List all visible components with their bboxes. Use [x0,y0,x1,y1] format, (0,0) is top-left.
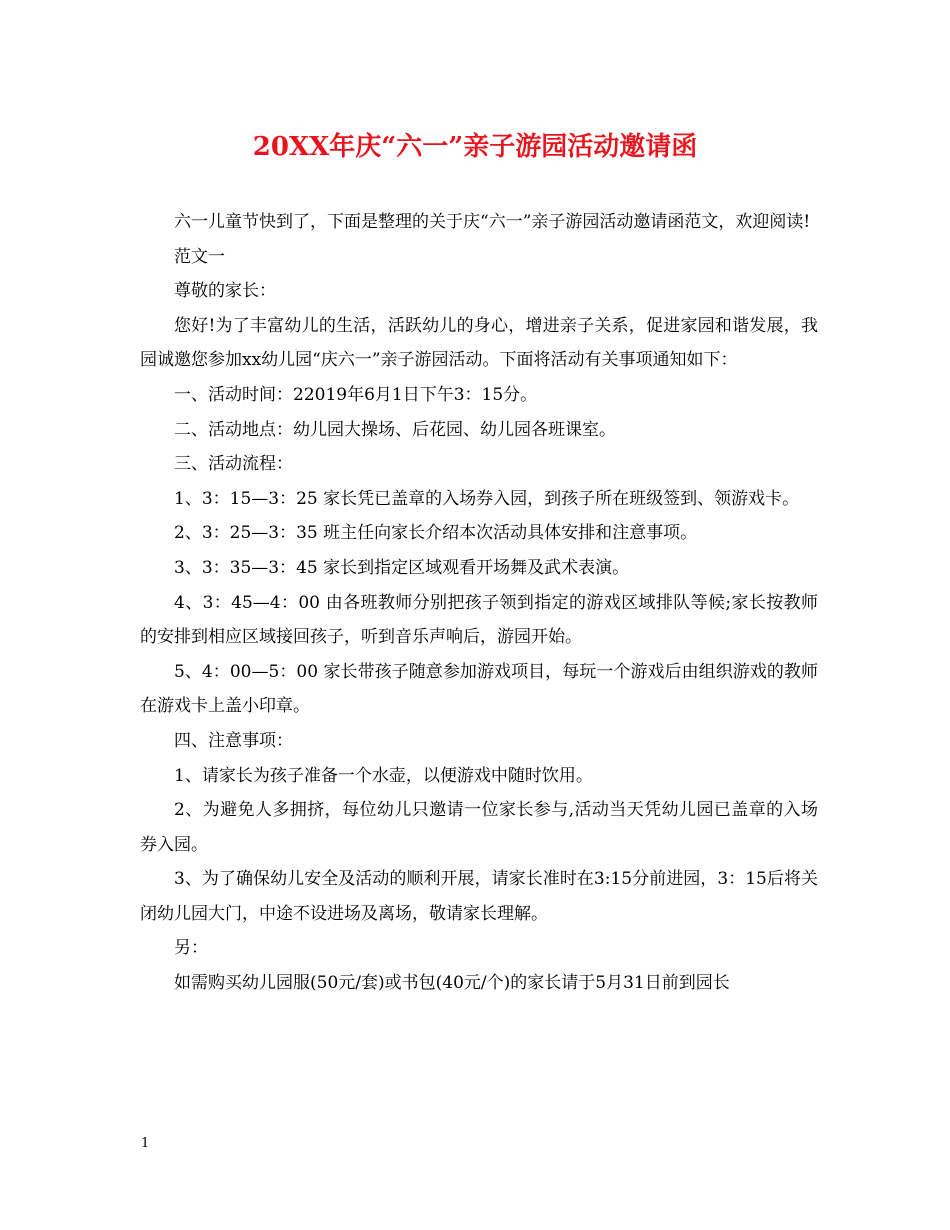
process-step-5: 5、4：00—5：00 家长带孩子随意参加游戏项目，每玩一个游戏后由组织游戏的教师在游戏卡上盖小印章。 [140,661,818,717]
notes-heading: 四、注意事项： [174,730,293,751]
sample-heading: 范文一 [174,246,225,267]
additional-heading: 另： [174,938,208,959]
note-3: 3、为了确保幼儿安全及活动的顺利开展，请家长准时在3:15分前进园，3：15后将关闭幼儿园大门，中途不设进场及离场，敬请家长理解。 [140,869,818,924]
process-step-3: 3、3：35—3：45 家长到指定区域观看开场舞及武术表演。 [174,557,630,578]
process-step-2: 2、3：25—3：35 班主任向家长介绍本次活动具体安排和注意事项。 [174,523,698,544]
page-number: 1 [141,1136,150,1151]
document-body [140,205,818,1001]
salutation: 尊敬的家长： [174,281,276,302]
activity-process-heading: 三、活动流程： [174,454,293,475]
activity-time: 一、活动时间：22019年6月1日下午3：15分。 [174,384,538,405]
purchase-note: 如需购买幼儿园服(50元/套)或书包(40元/个)的家长请于5月31日前到园长 [174,973,730,994]
process-step-1: 1、3：15—3：25 家长凭已盖章的入场券入园，到孩子所在班级签到、领游戏卡。 [174,488,800,509]
note-2: 2、为避免人多拥挤，每位幼儿只邀请一位家长参与,活动当天凭幼儿园已盖章的入场券入园。 [140,800,818,855]
document-title: 20XX年庆“六一”亲子游园活动邀请函 [252,132,698,162]
greeting-paragraph: 您好!为了丰富幼儿的生活，活跃幼儿的身心，增进亲子关系，促进家园和谐发展，我园诚邀您参加xx幼儿园“庆六一”亲子游园活动。下面将活动有关事项通知如下： [140,315,818,371]
note-1: 1、请家长为孩子准备一个水壶，以便游戏中随时饮用。 [174,765,593,786]
activity-location: 二、活动地点：幼儿园大操场、后花园、幼儿园各班课室。 [174,419,616,440]
intro-paragraph: 六一儿童节快到了，下面是整理的关于庆“六一”亲子游园活动邀请函范文，欢迎阅读! [174,212,811,232]
process-step-4: 4、3：45—4：00 由各班教师分别把孩子领到指定的游戏区域排队等候;家长按教师的安排到相应区域接回孩子，听到音乐声响后，游园开始。 [140,592,818,648]
